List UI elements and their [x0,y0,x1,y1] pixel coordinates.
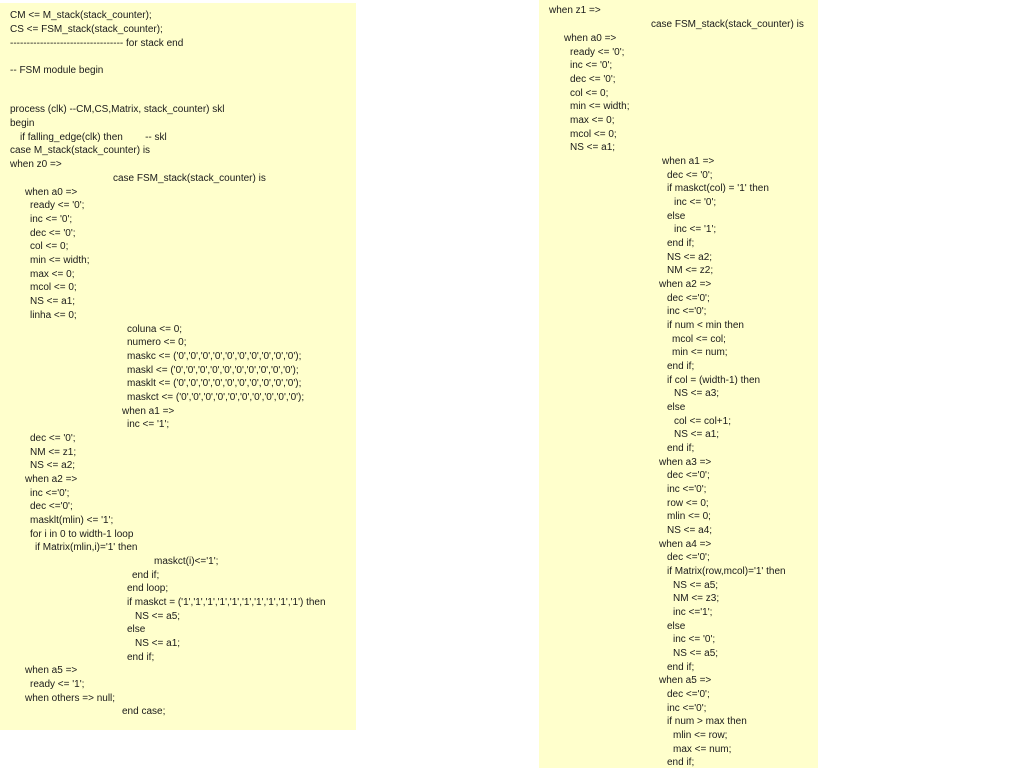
code-line: else [667,211,686,222]
code-line: for i in 0 to width-1 loop [30,529,134,540]
code-line: inc <= '0'; [30,214,73,225]
code-line: mcol <= 0; [30,282,77,293]
code-line: end if; [667,443,695,454]
code-line: col <= 0; [30,241,69,252]
code-line: inc <='0'; [667,306,707,317]
code-line: linha <= 0; [30,310,77,321]
code-line: case FSM_stack(stack_counter) is [651,19,804,30]
code-line: NS <= a5; [135,611,181,622]
code-line: when a3 => [659,457,712,468]
code-line: coluna <= 0; [127,324,183,335]
code-line: dec <='0'; [667,470,710,481]
code-line: dec <= '0'; [30,433,76,444]
code-line: if falling_edge(clk) then -- skl [20,132,167,143]
code-line: when a1 => [122,406,175,417]
code-line: end case; [122,706,166,717]
code-line: case M_stack(stack_counter) is [10,145,151,156]
code-line: mlin <= row; [673,730,728,741]
code-line: NS <= a1; [674,429,720,440]
code-line: inc <= '1'; [127,419,170,430]
code-line: end if; [667,662,695,673]
code-line: dec <='0'; [667,552,710,563]
code-line: end if; [667,361,695,372]
code-line: NM <= z1; [30,447,77,458]
code-line: masklt <= ('0','0','0','0','0','0','0','0','0','0'); [127,378,302,389]
code-line: end if; [667,238,695,249]
code-line: dec <= '0'; [30,228,76,239]
code-line: NS <= a5; [673,648,719,659]
code-line: max <= num; [673,744,732,755]
code-line: max <= 0; [30,269,75,280]
code-line: row <= 0; [667,498,709,509]
code-line: inc <='0'; [667,703,707,714]
code-line: end if; [132,570,160,581]
code-line: CS <= FSM_stack(stack_counter); [10,24,163,35]
code-line: if num < min then [667,320,744,331]
code-line: inc <='0'; [667,484,707,495]
code-line: else [667,621,686,632]
code-line: when a0 => [25,187,78,198]
code-line: when z0 => [10,159,62,170]
code-line: begin [10,118,35,129]
code-line: NM <= z3; [673,593,720,604]
code-line: ready <= '1'; [30,679,85,690]
code-line: if col = (width-1) then [667,375,761,386]
code-line: else [127,624,146,635]
code-line: end loop; [127,583,169,594]
right-code-panel [539,0,818,768]
code-line: when a5 => [25,665,78,676]
code-line: inc <='0'; [30,488,70,499]
code-line: if num > max then [667,716,747,727]
code-line: case FSM_stack(stack_counter) is [113,173,266,184]
code-line: maskct <= ('0','0','0','0','0','0','0','0','0','0'); [127,392,305,403]
code-line: mcol <= 0; [570,129,617,140]
code-line: end if; [667,757,695,768]
code-line: min <= width; [570,101,630,112]
code-line: masklt(mlin) <= '1'; [30,515,114,526]
code-line: process (clk) --CM,CS,Matrix, stack_counter) skl [10,104,225,115]
code-line: if Matrix(row,mcol)='1' then [667,566,786,577]
code-line: CM <= M_stack(stack_counter); [10,10,152,21]
code-line: ---------------------------------- for stack end [10,38,184,49]
code-line: when a0 => [564,33,617,44]
code-line: NS <= a1; [135,638,181,649]
code-line: NS <= a5; [673,580,719,591]
code-line: maskct(i)<='1'; [154,556,219,567]
code-line: NS <= a2; [30,460,76,471]
code-line: min <= width; [30,255,90,266]
code-line: ready <= '0'; [30,200,85,211]
code-line: min <= num; [672,347,728,358]
code-line: inc <= '1'; [674,224,717,235]
code-line: col <= 0; [570,88,609,99]
code-line: dec <= '0'; [667,170,713,181]
code-line: mcol <= col; [672,334,726,345]
left-code-panel [0,3,356,730]
code-line: when a5 => [659,675,712,686]
code-line: NS <= a1; [30,296,76,307]
code-line: NS <= a1; [570,142,616,153]
code-line: when a2 => [25,474,78,485]
code-line: dec <='0'; [30,501,73,512]
code-line: mlin <= 0; [667,511,711,522]
code-line: when a2 => [659,279,712,290]
code-line: if maskct(col) = '1' then [667,183,769,194]
code-line: when z1 => [549,5,601,16]
code-line: inc <= '0'; [674,197,717,208]
code-line: dec <='0'; [667,689,710,700]
code-line: if Matrix(mlin,i)='1' then [35,542,138,553]
code-line: dec <='0'; [667,293,710,304]
code-line: NS <= a4; [667,525,713,536]
code-line: maskl <= ('0','0','0','0','0','0','0','0','0','0'); [127,365,299,376]
code-line: when a1 => [662,156,715,167]
code-line: else [667,402,686,413]
code-line: NM <= z2; [667,265,714,276]
code-line: col <= col+1; [674,416,731,427]
code-line: inc <= '0'; [570,60,613,71]
code-line: maskc <= ('0','0','0','0','0','0','0','0','0','0'); [127,351,302,362]
code-line: dec <= '0'; [570,74,616,85]
code-line: NS <= a3; [674,388,720,399]
code-line: inc <= '0'; [673,634,716,645]
code-line: if maskct = ('1','1','1','1','1','1','1','1','1','1') then [127,597,326,608]
code-line: -- FSM module begin [10,65,104,76]
code-line: when others => null; [25,693,116,704]
code-line: inc <='1'; [673,607,713,618]
code-line: NS <= a2; [667,252,713,263]
code-line: end if; [127,652,155,663]
code-line: max <= 0; [570,115,615,126]
code-line: numero <= 0; [127,337,187,348]
code-line: ready <= '0'; [570,47,625,58]
code-line: when a4 => [659,539,712,550]
